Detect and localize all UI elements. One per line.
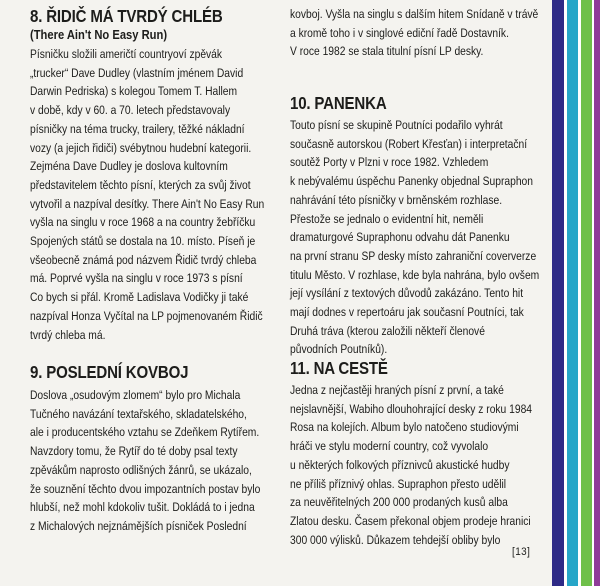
text-line: v době, kdy v 60. a 70. letech představovaly [30,103,231,118]
text-line: ne příliš příznivý ohlas. Supraphon přesto udělil [290,476,507,491]
text-line: Navzdory tomu, že Rytíř do té doby psal texty [30,444,238,459]
section-9-title: 9. POSLEDNÍ KOVBOJ [30,362,189,382]
section-8-title: 8. ŘIDIČ MÁ TVRDÝ CHLÉB [30,6,223,26]
text-line: zpěvákům naprosto odlišných žánrů, se ukázalo, [30,462,252,477]
text-line: Jedna z nejčastěji hraných písní z první, a také [290,383,504,397]
stripe-purple [594,0,600,586]
text-line: původních Poutníků). [290,342,388,357]
text-line: ale i producentského vztahu se Zdeňkem Rytířem. [30,425,260,440]
section-8 [30,6,312,344]
text-line: Co bych si přál. Kromě Ladislava Vodičky ji také [30,290,249,305]
text-line: nahrávání této písničky v brněnském rozhlase. [290,192,503,207]
text-line: soutěž Porty v Plzni v roce 1982. Vzhledem [290,155,489,170]
text-line: mají dodnes v repertoáru jak současní Poutníci, tak [290,305,524,320]
text-line: Spojených států se dostala na 10. místo. Píseň je [30,234,256,249]
section-8-body [30,45,312,344]
text-line: Přestože se jednalo o evidentní hit, neměli [290,211,484,226]
text-line: tvrdý chleba má. [30,327,106,342]
section-9-continued [290,5,589,61]
text-line: že souznění těchto dvou impozantních postav bylo [30,481,261,496]
text-line: dramaturgové Supraphonu odvahu dát Panenku [290,230,510,245]
section-10-title: 10. PANENKA [290,93,387,113]
text-line: u některých folkových příznivců akustické hudby [290,457,510,472]
section-9 [30,362,308,536]
text-line: vytvořil a nazpíval desítky. There Ain't No Easy Run [30,196,265,211]
text-line: Zejména Dave Dudley je doslova kultovním [30,159,228,174]
text-line: Touto písní se skupině Poutníci podařilo vyhrát [290,118,503,132]
text-line: V roce 1982 se stala titulní písní LP desky. [290,44,484,59]
section-9-continued-body [290,5,589,61]
section-11-body [290,381,582,549]
stripe-navy [552,0,564,586]
section-8-subtitle: (There Ain't No Easy Run) [30,27,168,42]
text-line: Písničku složili američtí countryoví zpěvák [30,47,223,61]
text-line: současně autorskou (Robert Křesťan) i interpretační [290,136,528,151]
text-line: vyšla na singlu v roce 1968 a na country žebříčku [30,215,256,230]
text-line: z Michalových nejznámějších písniček Poslední [30,518,247,533]
text-line: Tučného navázání textařského, skladatelského, [30,406,247,421]
section-10 [290,93,590,359]
stripe-green [581,0,592,586]
text-line: písničky na téma trucky, trailery, těžké nákladní [30,121,245,136]
text-line: kovboj. Vyšla na singlu s dalším hitem Snídaně v trávě [290,7,539,21]
text-line: nejslavnější, Wabiho dlouhohrající desky z roku 1984 [290,401,533,416]
text-line: hlubší, než mohl kdokoliv tušit. Dokládá to i jedna [30,500,255,515]
section-11 [290,358,582,549]
text-line: hráči ve stylu moderní country, což vyvolalo [290,439,489,454]
text-line: 300 000 výlisků. Důkazem tehdejší obliby bylo [290,532,501,547]
text-line: a kromě toho i v singlové ediční řadě Dostavník. [290,25,509,40]
text-line: Darwin Pedriska) s kolegou Tomem T. Hallem [30,84,238,99]
text-line: Zlatou desku. Časem překonal objem prodeje hranici [290,513,531,528]
section-9-body [30,386,308,536]
text-line: všeobecně známá pod názvem Řidič tvrdý chleba [30,252,257,267]
text-line: nazpíval Honza Vyčítal na LP pojmenovaném Řidič [30,308,263,323]
text-line: k nebývalému úspěchu Panenky objednal Supraphon [290,174,533,189]
section-11-title: 11. NA CESTĚ [290,358,388,378]
page-number: [13] [512,546,531,558]
text-line: titulu Město. V rozhlase, kde byla nahrána, bylo ovšem [290,267,540,282]
text-line: Druhá tráva (kterou založili někteří členové [290,323,485,338]
text-line: vozy (a jejich řidiči) svébytnou hudební kategorii. [30,140,252,155]
text-line: její vysílání z textových důvodů zakázáno. Tento hit [290,286,524,301]
text-line: má. Poprvé vyšla na singlu v roce 1973 s písní [30,271,243,286]
stripe-cyan [567,0,578,586]
text-line: za neuvěřitelných 200 000 prodaných kusů alba [290,495,508,510]
text-line: na první stranu SP desky místo zahraniční coververze [290,248,537,263]
section-10-body [290,116,590,359]
text-line: představitelem těchto písní, kterých za svůj život [30,177,251,192]
text-line: „trucker“ Dave Dudley (vlastním jménem David [30,65,244,80]
text-line: Rosa na kolejích. Album bylo natočeno studiovými [290,420,519,435]
text-line: Doslova „osudovým zlomem“ bylo pro Michala [30,388,241,402]
